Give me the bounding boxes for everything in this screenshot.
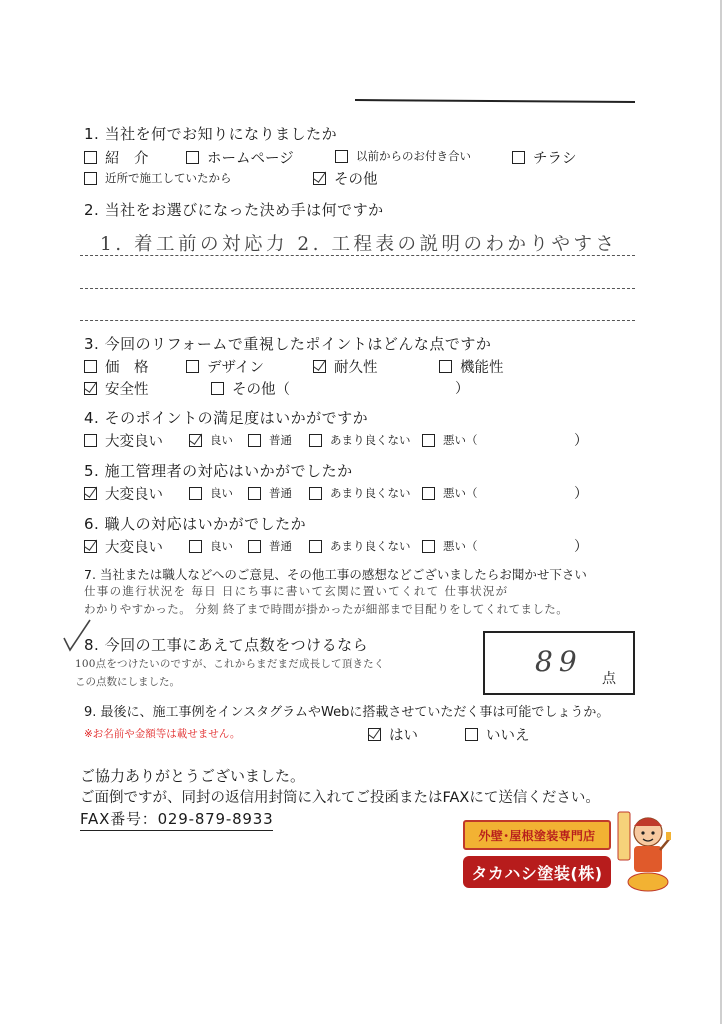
q5-option-very-good[interactable]: 大変良い bbox=[84, 483, 163, 504]
q7-handwritten-line-2: わかりやすかった。 分刻 終了まで時間が掛かったが細部まで目配りをしてくれてました。 bbox=[84, 602, 569, 616]
q6-option-not-so-good[interactable]: あまり良くない bbox=[309, 538, 411, 554]
q3-option-price[interactable]: 価 格 bbox=[84, 356, 149, 377]
checked-checkbox-icon bbox=[368, 728, 381, 741]
checked-checkbox-icon bbox=[84, 487, 97, 500]
q7-question: 7. 当社または職人などへのご意見、その他工事の感想などございましたらお聞かせ下さい bbox=[84, 567, 587, 582]
score-value[interactable]: 89 bbox=[535, 645, 583, 678]
checkbox-icon bbox=[422, 434, 435, 447]
q4-option-good[interactable]: 良い bbox=[189, 432, 233, 448]
q3-close-paren: ） bbox=[455, 381, 469, 397]
q9-note: ※お名前や金額等は載せません。 bbox=[84, 728, 241, 740]
q6-option-good[interactable]: 良い bbox=[189, 538, 233, 554]
q4-question: 4. そのポイントの満足度はいかがですか bbox=[84, 409, 369, 427]
company-logo: タカハシ塗装(株) bbox=[463, 856, 611, 888]
q5-option-good[interactable]: 良い bbox=[189, 485, 233, 501]
q1-question: 1. 当社を何でお知りになりましたか bbox=[84, 125, 338, 143]
checkbox-icon bbox=[335, 150, 348, 163]
checked-checkbox-icon bbox=[313, 360, 326, 373]
checkbox-icon bbox=[465, 728, 478, 741]
checkbox-icon bbox=[186, 151, 199, 164]
q8-handwritten-comment-line-1: 100点をつけたいのですが、これからまだまだ成長して頂きたく bbox=[75, 658, 385, 670]
checkbox-icon bbox=[84, 434, 97, 447]
q3-option-design[interactable]: デザイン bbox=[186, 356, 264, 377]
q4-option-very-good[interactable]: 大変良い bbox=[84, 430, 163, 451]
q9-option-no[interactable]: いいえ bbox=[465, 724, 530, 745]
q5-option-not-so-good[interactable]: あまり良くない bbox=[309, 485, 411, 501]
checked-checkbox-icon bbox=[84, 382, 97, 395]
checkbox-icon bbox=[186, 360, 199, 373]
fax-number: FAX番号：029-879-8933 bbox=[80, 808, 273, 831]
checkbox-icon bbox=[309, 434, 322, 447]
q6-close-paren: ） bbox=[574, 539, 588, 555]
q3-option-other[interactable]: その他（ bbox=[211, 378, 290, 399]
checkbox-icon bbox=[211, 382, 224, 395]
q3-option-safety[interactable]: 安全性 bbox=[84, 378, 149, 399]
score-box bbox=[483, 631, 635, 695]
q8-handwritten-comment-line-2: この点数にしました。 bbox=[75, 676, 180, 688]
q7-handwritten-line-1: 仕事の進行状況を 毎日 日にち事に書いて玄関に置いてくれて 仕事状況が bbox=[84, 584, 509, 598]
checkbox-icon bbox=[439, 360, 452, 373]
q6-question: 6. 職人の対応はいかがでしたか bbox=[84, 515, 307, 533]
q1-option-introduction[interactable]: 紹 介 bbox=[84, 147, 149, 168]
q5-option-bad[interactable]: 悪い（ bbox=[422, 485, 478, 501]
checked-checkbox-icon bbox=[313, 172, 326, 185]
q1-option-nearby-work[interactable]: 近所で施工していたから bbox=[84, 170, 232, 186]
q6-option-very-good[interactable]: 大変良い bbox=[84, 536, 163, 557]
q5-option-average[interactable]: 普通 bbox=[248, 485, 292, 501]
checkbox-icon bbox=[189, 487, 202, 500]
q4-option-average[interactable]: 普通 bbox=[248, 432, 292, 448]
answer-line bbox=[80, 255, 635, 256]
checkbox-icon bbox=[248, 540, 261, 553]
q3-option-functionality[interactable]: 機能性 bbox=[439, 356, 504, 377]
checkbox-icon bbox=[84, 360, 97, 373]
checkbox-icon bbox=[84, 151, 97, 164]
checkbox-icon bbox=[189, 540, 202, 553]
q3-question: 3. 今回のリフォームで重視したポイントはどんな点ですか bbox=[84, 335, 492, 353]
checkbox-icon bbox=[309, 487, 322, 500]
q4-option-bad[interactable]: 悪い（ bbox=[422, 432, 478, 448]
q6-option-bad[interactable]: 悪い（ bbox=[422, 538, 478, 554]
checked-checkbox-icon bbox=[189, 434, 202, 447]
q9-option-yes[interactable]: はい bbox=[368, 724, 418, 745]
mascot-illustration-icon bbox=[614, 808, 672, 894]
q2-question: 2. 当社をお選びになった決め手は何ですか bbox=[84, 201, 384, 219]
logo-banner: 外壁･屋根塗装専門店 bbox=[463, 820, 611, 850]
q1-option-existing-relationship[interactable]: 以前からのお付き合い bbox=[335, 148, 471, 164]
q4-option-not-so-good[interactable]: あまり良くない bbox=[309, 432, 411, 448]
q8-question: 8. 今回の工事にあえて点数をつけるなら bbox=[84, 636, 369, 654]
q2-handwritten-answer: 1. 着工前の対応力 2. 工程表の説明のわかりやすさ bbox=[100, 234, 618, 255]
q1-option-homepage[interactable]: ホームページ bbox=[186, 147, 294, 168]
checkbox-icon bbox=[248, 434, 261, 447]
answer-line bbox=[80, 288, 635, 289]
footer-thanks: ご協力ありがとうございました。 bbox=[80, 767, 306, 785]
q5-close-paren: ） bbox=[574, 486, 588, 502]
footer-instruction: ご面倒ですが、同封の返信用封筒に入れてご投函またはFAXにて送信ください。 bbox=[80, 790, 600, 806]
header-rule bbox=[355, 99, 635, 103]
q6-option-average[interactable]: 普通 bbox=[248, 538, 292, 554]
checkbox-icon bbox=[512, 151, 525, 164]
answer-line bbox=[80, 320, 635, 321]
q3-option-durability[interactable]: 耐久性 bbox=[313, 356, 378, 377]
checkbox-icon bbox=[309, 540, 322, 553]
q4-close-paren: ） bbox=[574, 433, 588, 449]
q1-option-flyer[interactable]: チラシ bbox=[512, 147, 577, 168]
checkbox-icon bbox=[422, 540, 435, 553]
score-unit: 点 bbox=[602, 671, 616, 687]
checkbox-icon bbox=[422, 487, 435, 500]
scan-edge bbox=[720, 0, 722, 1024]
q9-question: 9. 最後に、施工事例をインスタグラムやWebに搭載させていただく事は可能でしょうか。 bbox=[84, 705, 610, 720]
q5-question: 5. 施工管理者の対応はいかがでしたか bbox=[84, 462, 353, 480]
checked-checkbox-icon bbox=[84, 540, 97, 553]
checkbox-icon bbox=[248, 487, 261, 500]
checkbox-icon bbox=[84, 172, 97, 185]
q1-option-other[interactable]: その他 bbox=[313, 168, 378, 189]
